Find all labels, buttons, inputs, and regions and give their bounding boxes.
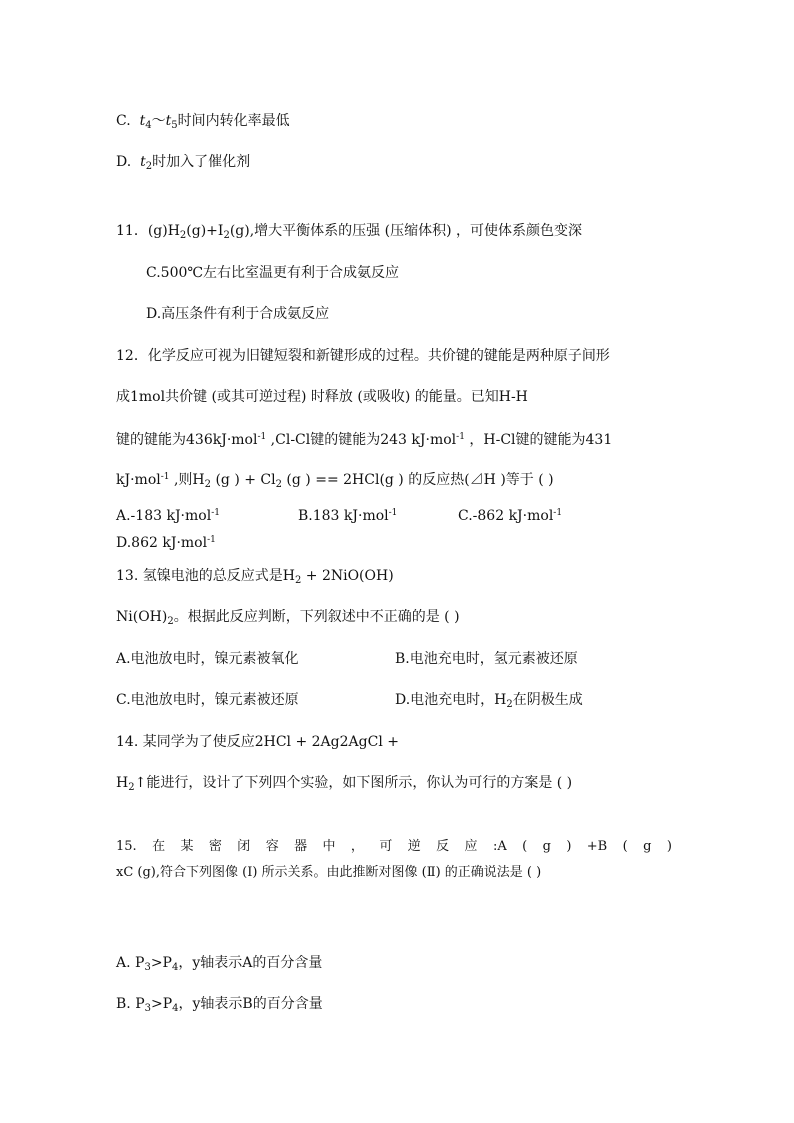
q14-stem-line2: $H_2↑$能进行，设计了下列四个实验，如下图所示，你认为可行的方案是 ( ) [116,775,573,793]
q12-option-a: A.-183 kJ·mol$^{-1}$ [116,508,220,524]
q15-stem-line2: xC (g),符合下列图像 (Ⅰ) 所示关系。由此推断对图像 (Ⅱ) 的正确说法是 ( ) [116,865,542,880]
q12-option-d: D.862 kJ·mol$^{-1}$ [116,535,216,551]
q13-stem-line1: 13. 氢镍电池的总反应式是$H_2 + 2NiO(OH)$ [116,568,394,586]
q11-stem: 11．$(g)H_2(g)+I_2(g)$,增大平衡体系的压强 (压缩体积) ，可使体系颜色变深 [116,223,582,241]
q13-option-b: B.电池充电时，氢元素被还原 [395,651,578,667]
q13-options-cd [116,691,583,709]
q13-option-a: A.电池放电时，镍元素被氧化 [116,651,299,667]
q13-stem-line2: $Ni(OH)_2$。根据此反应判断，下列叙述中不正确的是 ( ) [116,609,460,627]
q10-option-c: C. $t_4\sim t_5$时间内转化率最低 [116,113,290,131]
q12-option-b: B.183 kJ·mol$^{-1}$ [298,508,398,524]
q12-stem-line3: 键的键能为436kJ·mol$^{-1}$ ,Cl-Cl键的键能为243 kJ·mol$^{-1}$ ，H-Cl键的键能为431 [116,432,613,448]
q12-option-c: C.-862 kJ·mol$^{-1}$ [458,508,563,524]
q11-option-d: D.高压条件有利于合成氨反应 [146,306,330,322]
q15-stem-line1: 15. 在 某 密 闭 容 器 中 ， 可 逆 反 应 :A ( g ) +B ( g ) [116,839,672,854]
q15-option-b: B. $P_3>P_4$，y轴表示B的百分含量 [116,996,323,1014]
q15-option-a: A. $P_3>P_4$，y轴表示A的百分含量 [116,955,323,973]
q11-option-c: C.500℃左右比室温更有利于合成氨反应 [146,265,400,281]
q13-option-c: C.电池放电时，镍元素被还原 [116,692,299,708]
q10-option-d: D. $t_2$时加入了催化剂 [116,154,251,172]
q12-stem-line4: kJ·mol$^{-1}$ ,则$H_2$ (g ) + $Cl_2$ (g ) == 2HCl(g ) 的反应热(⊿H )等于 ( ) [116,472,554,490]
q14-stem-line1: 14. 某同学为了使反应2HCl + 2Ag2AgCl + [116,734,399,750]
q12-stem-line1: 12．化学反应可视为旧键短裂和新键形成的过程。共价键的键能是两种原子间形 [116,348,610,364]
q13-options-ab [116,650,578,668]
q13-option-d: D.电池充电时，$H_2$在阴极生成 [395,692,583,710]
q12-stem-line2: 成1mol共价键 (或其可逆过程) 时释放 (或吸收) 的能量。已知H-H [116,389,528,405]
q12-options-abc [116,507,562,525]
